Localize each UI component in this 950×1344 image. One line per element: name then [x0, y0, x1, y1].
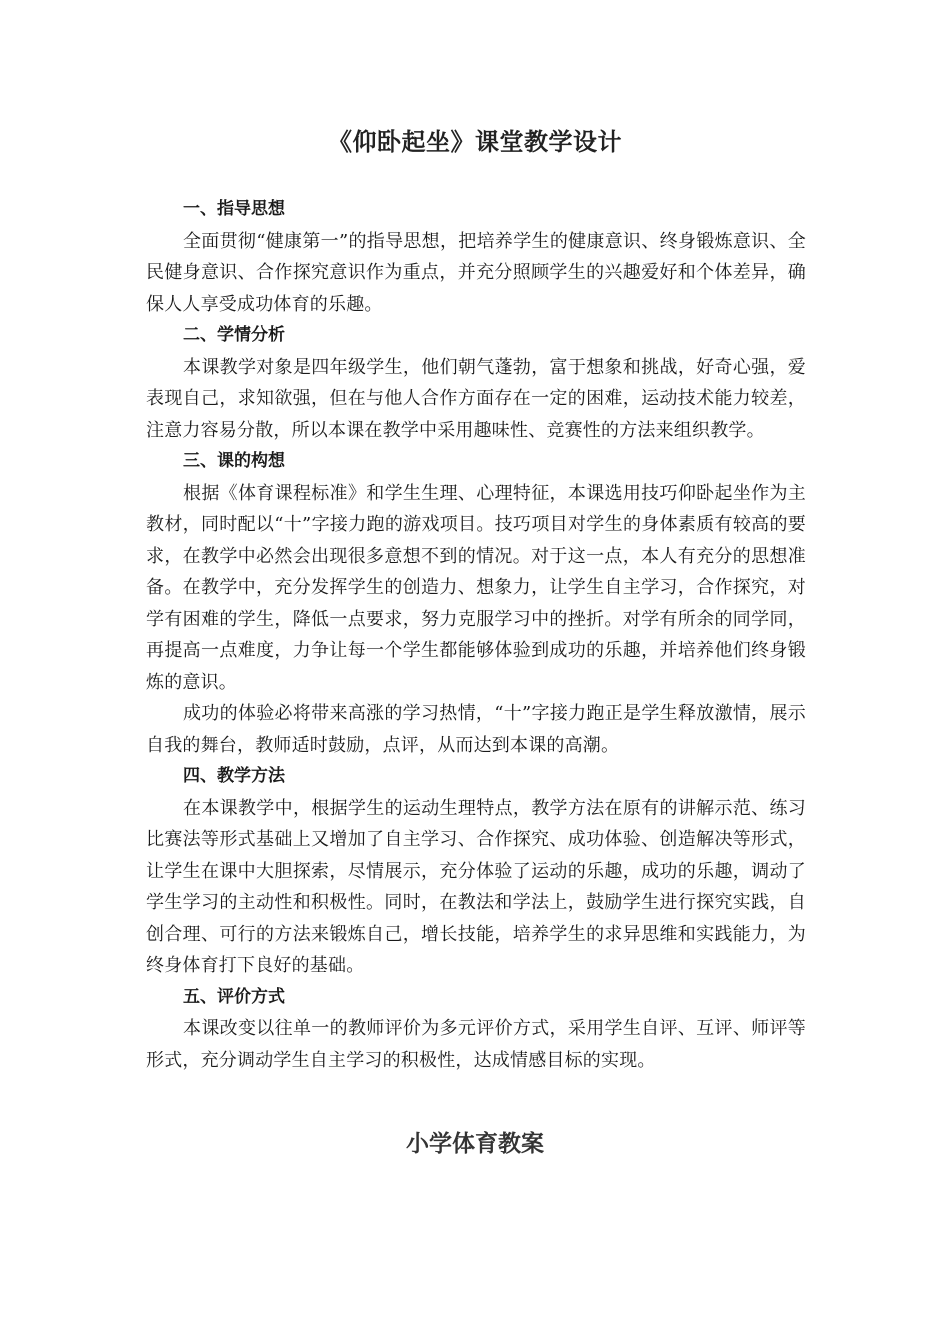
section-paragraph: 在本课教学中，根据学生的运动生理特点，教学方法在原有的讲解示范、练习比赛法等形式基础上又增加了自主学习、合作探究、成功体验、创造解决等形式，让学生在课中大胆探索，尽情展示，充分体验了运动的乐趣，成功的乐趣，调动了学生学习的主动性和积极性。同时，在教法和学法上，鼓励学生进行探究实践，自创合理、可行的方法来锻炼自己，增长技能，培养学生的求异思维和实践能力，为终身体育打下良好的基础。 [146, 797, 806, 976]
section-heading: 三、课的构想 [183, 451, 285, 471]
section-student-analysis [146, 320, 806, 446]
section-heading: 二、学情分析 [183, 325, 285, 345]
section-teaching-method [146, 761, 806, 982]
footer-title: 小学体育教案 [406, 1131, 544, 1157]
section-heading: 一、指导思想 [183, 199, 285, 219]
section-paragraph: 本课教学对象是四年级学生，他们朝气蓬勃，富于想象和挑战，好奇心强，爱表现自己，求知欲强，但在与他人合作方面存在一定的困难，运动技术能力较差，注意力容易分散，所以本课在教学中采用趣味性、竞赛性的方法来组织教学。 [146, 356, 806, 441]
section-evaluation [146, 982, 806, 1077]
section-heading: 四、教学方法 [183, 766, 285, 786]
document-title: 《仰卧起坐》课堂教学设计 [328, 128, 622, 156]
section-lesson-concept [146, 446, 806, 761]
section-paragraph: 成功的体验必将带来高涨的学习热情，“十”字接力跑正是学生释放激情，展示自我的舞台，教师适时鼓励，点评，从而达到本课的高潮。 [146, 703, 806, 756]
section-heading: 五、评价方式 [183, 986, 285, 1007]
section-paragraph: 本课改变以往单一的教师评价为多元评价方式，采用学生自评、互评、师评等形式，充分调动学生自主学习的积极性，达成情感目标的实现。 [146, 1018, 806, 1071]
section-guiding-thought [146, 194, 806, 320]
document-body [146, 194, 806, 1076]
section-paragraph: 全面贯彻“健康第一”的指导思想，把培养学生的健康意识、终身锻炼意识、全民健身意识、合作探究意识作为重点，并充分照顾学生的兴趣爱好和个体差异，确保人人享受成功体育的乐趣。 [146, 230, 806, 315]
section-paragraph: 根据《体育课程标准》和学生生理、心理特征，本课选用技巧仰卧起坐作为主教材，同时配以“十”字接力跑的游戏项目。技巧项目对学生的身体素质有较高的要求，在教学中必然会出现很多意想不到的情况。对于这一点，本人有充分的思想准备。在教学中，充分发挥学生的创造力、想象力，让学生自主学习，合作探究，对学有困难的学生，降低一点要求，努力克服学习中的挫折。对学有所余的同学同，再提高一点难度，力争让每一个学生都能够体验到成功的乐趣，并培养他们终身锻炼的意识。 [146, 482, 806, 693]
